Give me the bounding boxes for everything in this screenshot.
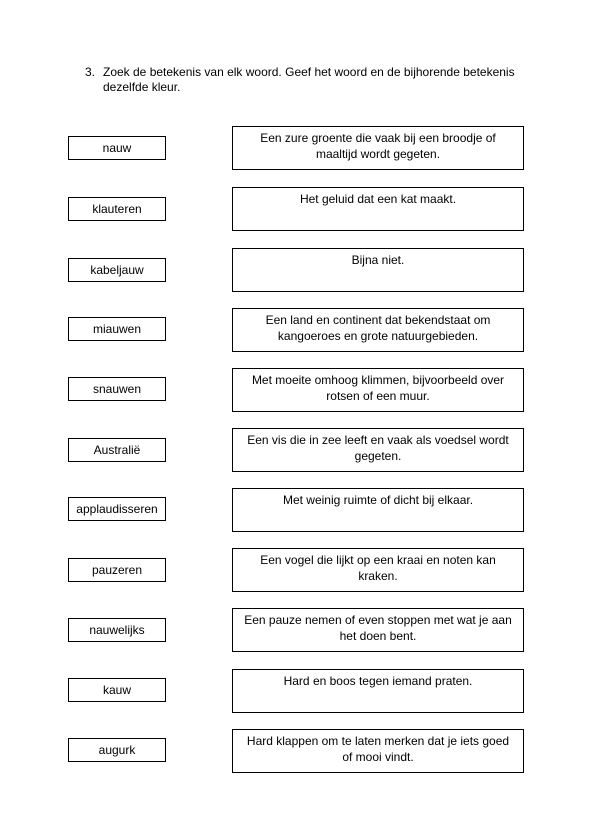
definition-box[interactable]: Met moeite omhoog klimmen, bijvoorbeeld over rotsen of een muur. [232,368,524,412]
definition-box[interactable]: Een vogel die lijkt op een kraai en noten kan kraken. [232,548,524,592]
match-row [0,548,592,592]
match-row [0,248,592,292]
definition-box[interactable]: Een pauze nemen of even stoppen met wat je aan het doen bent. [232,608,524,652]
word-box[interactable]: Australië [68,438,166,462]
match-row [0,368,592,412]
definition-box[interactable]: Met weinig ruimte of dicht bij elkaar. [232,488,524,532]
word-box[interactable]: klauteren [68,197,166,221]
word-box[interactable]: applaudisseren [68,497,166,521]
word-box[interactable]: augurk [68,738,166,762]
match-row [0,308,592,352]
word-box[interactable]: kabeljauw [68,258,166,282]
match-row [0,126,592,170]
match-row [0,608,592,652]
definition-box[interactable]: Een zure groente die vaak bij een broodje of maaltijd wordt gegeten. [232,126,524,170]
match-row [0,187,592,231]
exercise-number: 3. [85,65,96,79]
match-row [0,428,592,472]
word-box[interactable]: nauwelijks [68,618,166,642]
word-box[interactable]: miauwen [68,317,166,341]
word-box[interactable]: pauzeren [68,558,166,582]
word-box[interactable]: snauwen [68,377,166,401]
definition-box[interactable]: Een land en continent dat bekendstaat om kangoeroes en grote natuurgebieden. [232,308,524,352]
word-box[interactable]: nauw [68,136,166,160]
definition-box[interactable]: Hard en boos tegen iemand praten. [232,669,524,713]
definition-box[interactable]: Een vis die in zee leeft en vaak als voedsel wordt gegeten. [232,428,524,472]
match-row [0,729,592,773]
match-row [0,488,592,532]
exercise-instruction [85,65,535,95]
definition-box[interactable]: Bijna niet. [232,248,524,292]
definition-box[interactable]: Het geluid dat een kat maakt. [232,187,524,231]
word-box[interactable]: kauw [68,678,166,702]
definition-box[interactable]: Hard klappen om te laten merken dat je iets goed of mooi vindt. [232,729,524,773]
instruction-text: Zoek de betekenis van elk woord. Geef het woord en de bijhorende betekenis dezelfde kleur. [103,65,515,94]
match-row [0,669,592,713]
